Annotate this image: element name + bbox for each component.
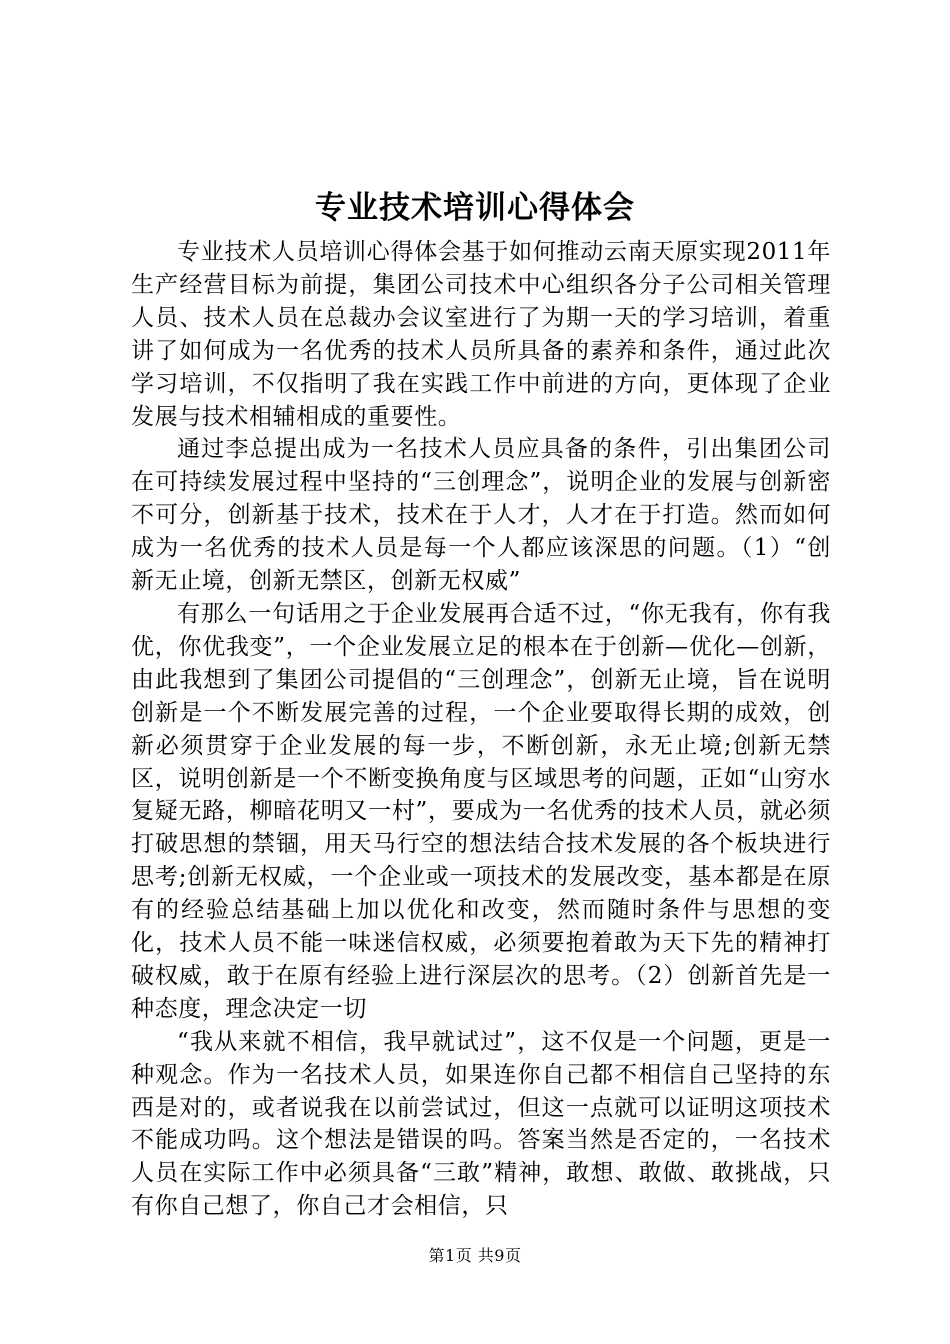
paragraph: 专业技术人员培训心得体会基于如何推动云南天原实现2011年生产经营目标为前提，集团公司技术中心组织各分子公司相关管理人员、技术人员在总裁办会议室进行了为期一天的学习培训，着重讲了如何成为一名优秀的技术人员所具备的素养和条件，通过此次学习培训，不仅指明了我在实践工作中前进的方向，更体现了企业发展与技术相辅相成的重要性。 [131,239,831,430]
document-title: 专业技术培训心得体会 [315,190,635,226]
page-number-footer: 第1页 共9页 [428,1246,522,1265]
paragraph: “我从来就不相信，我早就试过”，这不仅是一个问题，更是一种观念。作为一名技术人员，如果连你自己都不相信自己坚持的东西是对的，或者说我在以前尝试过，但这一点就可以证明这项技术不能成功吗。这个想法是错误的吗。答案当然是否定的，一名技术人员在实际工作中必须具备“三敢”精神，敢想、敢做、敢挑战，只有你自己想了，你自己才会相信，只 [131,1028,831,1220]
document-body [131,236,831,1223]
paragraph: 通过李总提出成为一名技术人员应具备的条件，引出集团公司在可持续发展过程中坚持的“三创理念”，说明企业的发展与创新密不可分，创新基于技术，技术在于人才，人才在于打造。然而如何成为一名优秀的技术人员是每一个人都应该深思的问题。（1）“创新无止境，创新无禁区，创新无权威” [131,436,831,595]
paragraph: 有那么一句话用之于企业发展再合适不过，“你无我有，你有我优，你优我变”，一个企业发展立足的根本在于创新—优化—创新，由此我想到了集团公司提倡的“三创理念”，创新无止境，旨在说明创新是一个不断发展完善的过程，一个企业要取得长期的成效，创新必须贯穿于企业发展的每一步，不断创新，永无止境;创新无禁区，说明创新是一个不断变换角度与区域思考的问题，正如“山穷水复疑无路，柳暗花明又一村”，要成为一名优秀的技术人员，就必须打破思想的禁锢，用天马行空的想法结合技术发展的各个板块进行思考;创新无权威，一个企业或一项技术的发展改变，基本都是在原有的经验总结基础上加以优化和改变，然而随时条件与思想的变化，技术人员不能一味迷信权威，必须要抱着敢为天下先的精神打破权威，敢于在原有经验上进行深层次的思考。（2）创新首先是一种态度，理念决定一切 [131,600,831,1022]
